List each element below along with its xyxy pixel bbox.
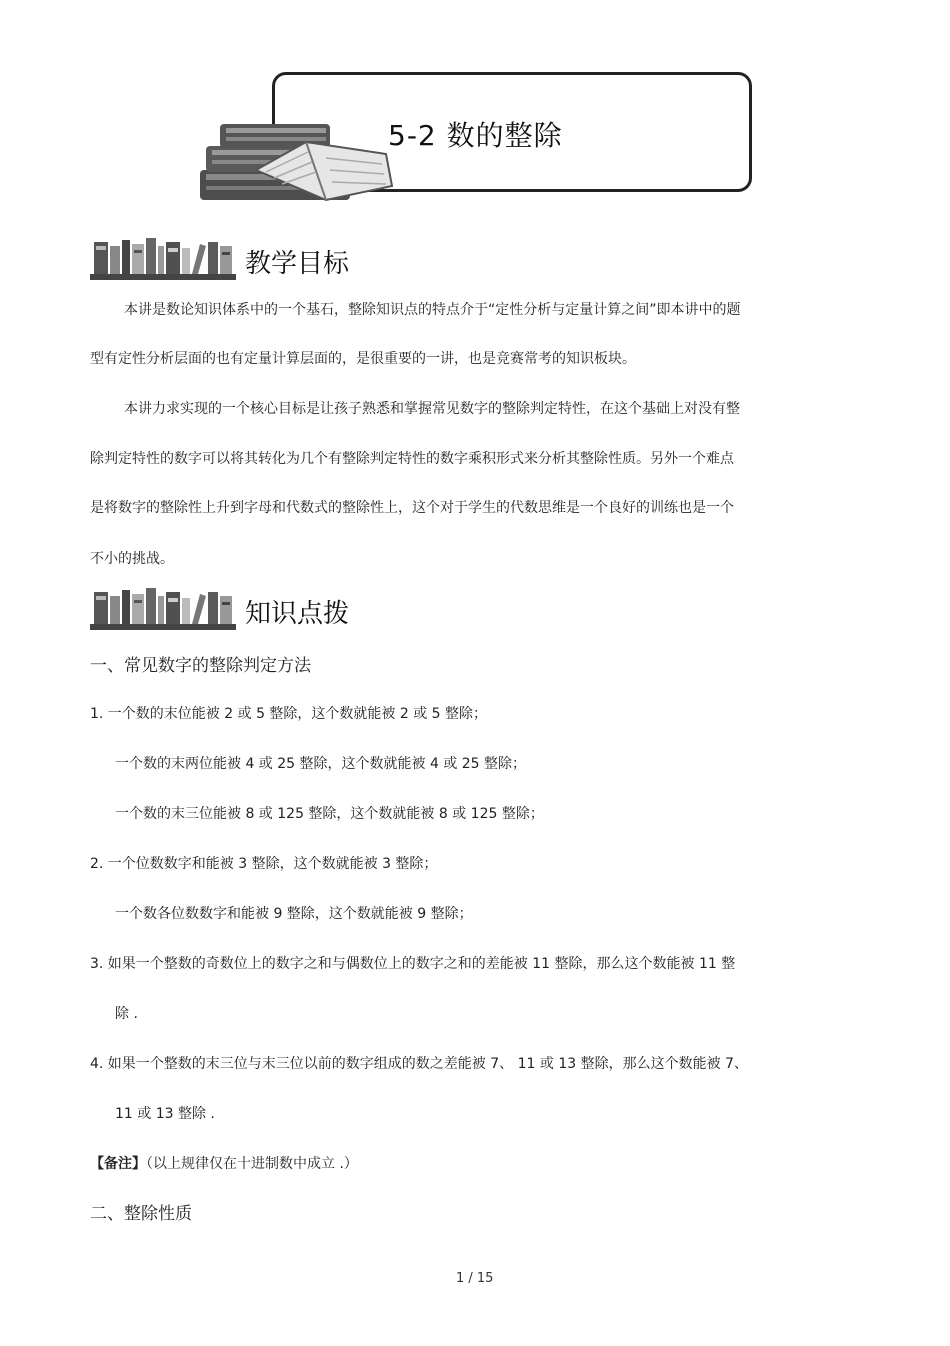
paragraph-line: 型有定性分析层面的也有定量计算层面的，是很重要的一讲，也是竞赛常考的知识板块。 — [90, 351, 636, 367]
note-label: 【备注】 — [90, 1156, 146, 1172]
subheading-divisibility-properties: 二、整除性质 — [90, 1204, 192, 1224]
section-title-knowledge: 知识点拨 — [245, 599, 350, 629]
rule-line: 一个数的末三位能被 8 或 125 整除，这个数就能被 8 或 125 整除； — [115, 806, 544, 822]
section-title-objectives: 教学目标 — [245, 249, 350, 279]
paragraph-line: 不小的挑战。 — [90, 551, 174, 567]
bookshelf-icon — [90, 586, 236, 632]
paragraph-line: 除判定特性的数字可以将其转化为几个有整除判定特性的数字乘积形式来分析其整除性质。另外一个难点 — [90, 451, 734, 467]
book-stack-icon — [196, 120, 396, 208]
document-title: 5-2 数的整除 — [388, 119, 563, 152]
paragraph-line: 本讲力求实现的一个核心目标是让孩子熟悉和掌握常见数字的整除判定特性，在这个基础上对没有整 — [124, 401, 740, 417]
rule-line: 3. 如果一个整数的奇数位上的数字之和与偶数位上的数字之和的差能被 11 整除，那么这个数能被 11 整 — [90, 956, 736, 972]
rule-line: 4. 如果一个整数的末三位与末三位以前的数字组成的数之差能被 7、 11 或 13 整除，那么这个数能被 7、 — [90, 1056, 748, 1072]
rule-line: 1. 一个数的末位能被 2 或 5 整除，这个数就能被 2 或 5 整除； — [90, 706, 488, 722]
paragraph-line: 是将数字的整除性上升到字母和代数式的整除性上，这个对于学生的代数思维是一个良好的训练也是一个 — [90, 500, 734, 516]
paragraph-line: 本讲是数论知识体系中的一个基石，整除知识点的特点介于“定性分析与定量计算之间”即本讲中的题 — [124, 302, 741, 318]
rule-line: 一个数各位数数字和能被 9 整除，这个数就能被 9 整除； — [115, 906, 473, 922]
rule-line: 11 或 13 整除 . — [115, 1106, 215, 1122]
subheading-divisibility-rules: 一、常见数字的整除判定方法 — [90, 656, 311, 676]
rule-line: 一个数的末两位能被 4 或 25 整除，这个数就能被 4 或 25 整除； — [115, 756, 527, 772]
page-number: 1 / 15 — [456, 1271, 494, 1286]
rule-line: 除 . — [115, 1006, 138, 1022]
note — [90, 1153, 358, 1173]
rule-line: 2. 一个位数数字和能被 3 整除，这个数就能被 3 整除； — [90, 856, 438, 872]
bookshelf-icon — [90, 236, 236, 282]
note-text: （以上规律仅在十进制数中成立 .） — [146, 1156, 358, 1172]
